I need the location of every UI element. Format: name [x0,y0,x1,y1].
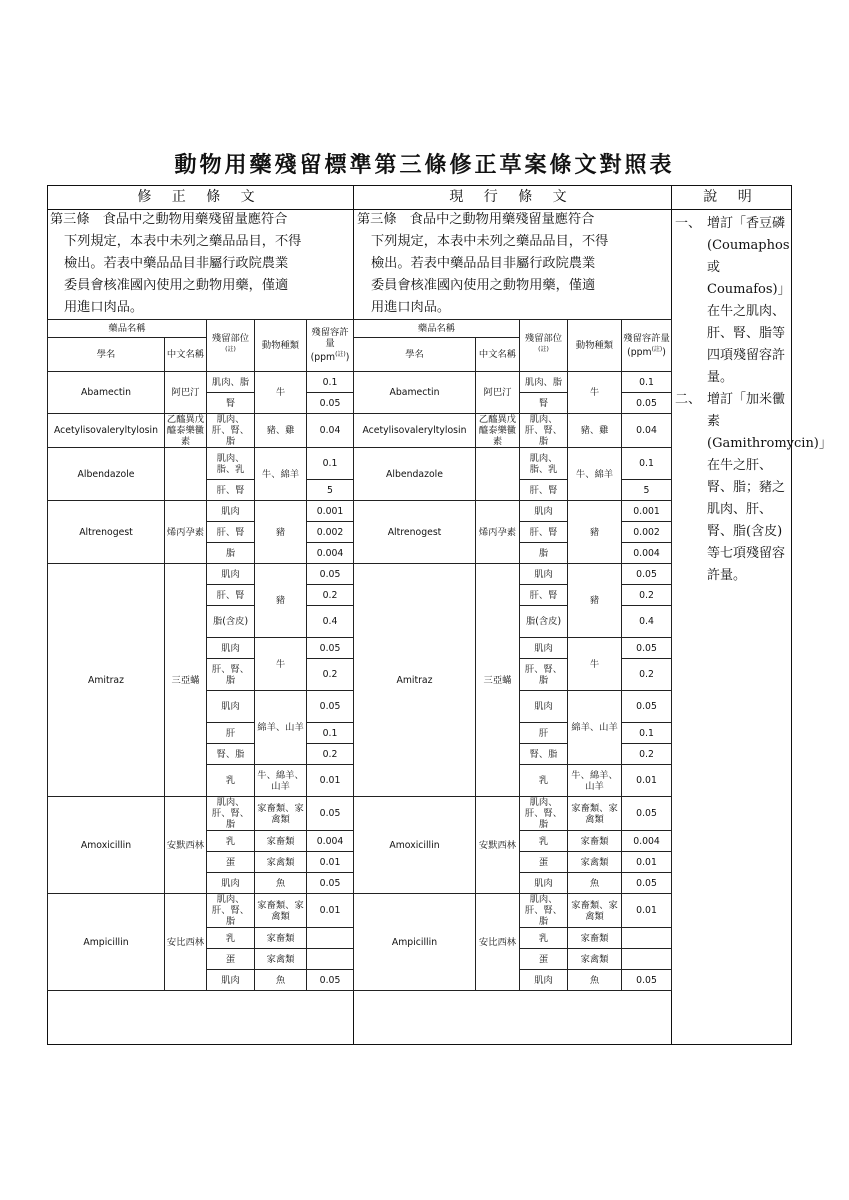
part-header [207,320,255,372]
residue-limit: 0.2 [307,659,354,691]
animal-type: 魚 [568,873,622,894]
residue-part: 肌肉 [520,638,568,659]
residue-part: 肌肉、脂 [207,372,255,393]
animal-type: 家禽類 [255,852,307,873]
residue-limit: 0.01 [307,765,354,797]
animal-type: 牛 [255,638,307,691]
drug-sci-name: Amoxicillin [354,797,476,894]
animal-type: 牛 [568,372,622,414]
animal-type: 豬 [568,564,622,638]
residue-limit [622,949,672,970]
residue-limit: 0.001 [622,501,672,522]
drug-cn-name [476,448,520,501]
residue-limit: 0.2 [622,744,672,765]
revised-article [50,209,352,319]
animal-type: 家禽類 [568,949,622,970]
animal-header: 動物種類 [568,320,622,372]
residue-limit: 5 [307,480,354,501]
drug-sci-name: Albendazole [354,448,476,501]
residue-part: 脂 [207,543,255,564]
residue-limit: 0.2 [307,585,354,606]
residue-limit [307,949,354,970]
residue-limit: 5 [622,480,672,501]
sci-name-header: 學名 [48,338,165,372]
residue-limit: 0.05 [622,564,672,585]
residue-part: 腎 [520,393,568,414]
residue-limit: 0.05 [307,393,354,414]
drug-cn-name: 阿巴汀 [165,372,207,414]
animal-type: 家畜類、家禽類 [568,797,622,831]
article-line: 下列規定，本表中未列之藥品品目，不得 [371,234,609,249]
animal-type: 牛、綿羊 [568,448,622,501]
residue-part: 肌肉 [520,970,568,991]
drug-sci-name: Ampicillin [354,894,476,991]
residue-part: 乳 [207,831,255,852]
table-row [354,372,672,393]
animal-type: 魚 [568,970,622,991]
article-line: 委員會核准國內使用之動物用藥，僅適 [371,278,596,293]
residue-part: 肝、腎 [207,480,255,501]
residue-limit: 0.01 [307,894,354,928]
table-row [48,894,354,928]
cn-name-header: 中文名稱 [165,338,207,372]
animal-type: 家畜類 [255,928,307,949]
animal-type: 家畜類、家禽類 [255,894,307,928]
limit-unit: (ppm [627,347,652,359]
table-row [354,501,672,522]
residue-limit: 0.01 [622,894,672,928]
explanation-header: 說 明 [671,185,792,210]
table-row [354,797,672,831]
animal-type: 家禽類 [568,852,622,873]
limit-unit-close: ) [662,347,666,359]
drug-cn-name: 烯丙孕素 [476,501,520,564]
animal-type: 魚 [255,873,307,894]
residue-limit: 0.05 [622,873,672,894]
table-row [354,448,672,480]
note-item [675,389,832,587]
article-line: 檢出。若表中藥品品目非屬行政院農業 [64,256,289,271]
residue-limit: 0.05 [622,691,672,723]
residue-part: 肌肉、肝、腎、脂 [520,414,568,448]
residue-limit: 0.01 [307,852,354,873]
limit-unit-note: (註) [335,351,346,359]
animal-type: 家禽類 [255,949,307,970]
sci-name-header: 學名 [354,338,476,372]
table-header-row [354,320,672,338]
note-item [675,213,790,389]
residue-limit [307,928,354,949]
limit-header-text: 殘留容許量 [311,327,349,350]
residue-part: 肝、腎 [207,522,255,543]
residue-part: 肌肉、脂、乳 [520,448,568,480]
residue-part: 肝 [207,723,255,744]
table-row [48,797,354,831]
residue-limit: 0.004 [307,543,354,564]
residue-limit: 0.05 [622,393,672,414]
table-row [48,448,354,480]
article-line: 用進口肉品。 [371,300,451,315]
residue-part: 脂(含皮) [207,606,255,638]
residue-part: 肌肉、肝、腎、脂 [207,894,255,928]
residue-part: 肌肉、肝、腎、脂 [520,894,568,928]
residue-part: 肌肉、脂、乳 [207,448,255,480]
residue-part: 肝、腎 [520,480,568,501]
drug-cn-name: 安比西林 [476,894,520,991]
residue-part: 肝、腎、脂 [520,659,568,691]
residue-part: 腎、脂 [207,744,255,765]
drug-cn-name: 安默西林 [476,797,520,894]
animal-type: 豬 [255,501,307,564]
residue-part: 肌肉 [207,970,255,991]
current-residue-table [353,319,672,991]
residue-part: 肌肉 [520,564,568,585]
article-line: 用進口肉品。 [64,300,144,315]
animal-type: 豬 [255,564,307,638]
drug-cn-name: 乙醯異戊醯泰樂黴素 [165,414,207,448]
table-row [48,414,354,448]
residue-limit: 0.1 [622,723,672,744]
residue-limit: 0.1 [307,723,354,744]
animal-type: 牛 [255,372,307,414]
residue-limit: 0.05 [622,638,672,659]
part-header-note: (註) [225,345,236,353]
article-first-line: 第三條 食品中之動物用藥殘留量應符合 [50,212,288,227]
drug-sci-name: Ampicillin [48,894,165,991]
revised-header: 修 正 條 文 [47,185,353,210]
residue-limit: 0.05 [307,691,354,723]
drug-cn-name: 三亞蟎 [476,564,520,797]
drug-cn-name [165,448,207,501]
residue-part: 肌肉、肝、腎、脂 [520,797,568,831]
residue-part: 腎、脂 [520,744,568,765]
residue-part: 乳 [520,765,568,797]
drug-sci-name: Altrenogest [48,501,165,564]
drug-name-header: 藥品名稱 [354,320,520,338]
residue-limit: 0.2 [622,659,672,691]
residue-limit: 0.1 [307,372,354,393]
part-header [520,320,568,372]
limit-header [622,320,672,372]
residue-part: 肝 [520,723,568,744]
current-header: 現 行 條 文 [353,185,671,210]
residue-limit: 0.04 [622,414,672,448]
drug-sci-name: Abamectin [48,372,165,414]
explanation-notes [675,213,832,587]
residue-part: 肌肉 [207,691,255,723]
drug-sci-name: Amitraz [48,564,165,797]
drug-sci-name: Amoxicillin [48,797,165,894]
residue-part: 肝、腎、脂 [207,659,255,691]
residue-part: 脂(含皮) [520,606,568,638]
note-number: 一、 [675,216,702,231]
animal-type: 家畜類、家禽類 [568,894,622,928]
part-header-note: (註) [538,345,549,353]
residue-part: 肌肉 [207,501,255,522]
residue-part: 肌肉 [520,501,568,522]
residue-part: 肌肉 [207,638,255,659]
residue-part: 肌肉 [207,564,255,585]
residue-limit [622,928,672,949]
animal-type: 豬 [568,501,622,564]
residue-part: 肌肉、脂 [520,372,568,393]
residue-limit: 0.04 [307,414,354,448]
residue-limit: 0.004 [307,831,354,852]
residue-limit: 0.001 [307,501,354,522]
residue-limit: 0.002 [307,522,354,543]
drug-name-header: 藥品名稱 [48,320,207,338]
drug-cn-name: 三亞蟎 [165,564,207,797]
residue-part: 蛋 [520,949,568,970]
part-header-text: 殘留部位 [524,332,563,344]
drug-sci-name: Albendazole [48,448,165,501]
residue-limit: 0.002 [622,522,672,543]
drug-cn-name: 乙醯異戊醯泰樂黴素 [476,414,520,448]
table-row [48,372,354,393]
table-row [354,414,672,448]
residue-part: 乳 [520,928,568,949]
drug-sci-name: Acetylisovaleryltylosin [354,414,476,448]
current-article [357,209,669,319]
limit-header [307,320,354,372]
drug-sci-name: Abamectin [354,372,476,414]
table-row [354,894,672,928]
article-first-line: 第三條 食品中之動物用藥殘留量應符合 [357,212,595,227]
residue-limit: 0.05 [622,797,672,831]
residue-limit: 0.4 [307,606,354,638]
page-title: 動物用藥殘留標準第三條修正草案條文對照表 [174,152,675,178]
residue-limit: 0.1 [307,448,354,480]
residue-limit: 0.05 [307,873,354,894]
residue-part: 肌肉 [207,873,255,894]
table-row [48,501,354,522]
limit-header-text: 殘留容許量 [623,332,670,344]
article-line: 委員會核准國內使用之動物用藥，僅適 [64,278,289,293]
residue-part: 肌肉 [520,691,568,723]
residue-part: 乳 [207,928,255,949]
drug-cn-name: 阿巴汀 [476,372,520,414]
animal-type: 家畜類 [568,831,622,852]
animal-type: 家畜類 [255,831,307,852]
table-header-row [48,320,354,338]
limit-unit-close: ) [345,352,350,364]
residue-part: 肝、腎 [520,585,568,606]
drug-sci-name: Altrenogest [354,501,476,564]
residue-limit: 0.05 [622,970,672,991]
drug-sci-name: Amitraz [354,564,476,797]
revised-residue-table [47,319,354,991]
residue-part: 肌肉、肝、腎、脂 [207,414,255,448]
animal-type: 牛 [568,638,622,691]
drug-cn-name: 安比西林 [165,894,207,991]
drug-sci-name: Acetylisovaleryltylosin [48,414,165,448]
residue-part: 肝、腎 [207,585,255,606]
part-header-text: 殘留部位 [211,332,250,344]
residue-part: 肌肉、肝、腎、脂 [207,797,255,831]
animal-type: 綿羊、山羊 [255,691,307,765]
animal-type: 豬、雞 [255,414,307,448]
cn-name-header: 中文名稱 [476,338,520,372]
animal-type: 牛、綿羊 [255,448,307,501]
residue-limit: 0.01 [622,765,672,797]
comparison-table [47,185,832,1045]
residue-limit: 0.05 [307,564,354,585]
animal-type: 豬、雞 [568,414,622,448]
drug-cn-name: 安默西林 [165,797,207,894]
residue-part: 乳 [520,831,568,852]
residue-part: 脂 [520,543,568,564]
residue-part: 蛋 [207,949,255,970]
residue-limit: 0.05 [307,797,354,831]
residue-limit: 0.01 [622,852,672,873]
residue-limit: 0.1 [622,372,672,393]
residue-limit: 0.2 [307,744,354,765]
residue-limit: 0.4 [622,606,672,638]
residue-limit: 0.004 [622,831,672,852]
article-line: 下列規定，本表中未列之藥品品目，不得 [64,234,302,249]
note-number: 二、 [675,392,702,407]
note-text: 增訂「香豆磷(Coumaphos或Coumafos)」在牛之肌肉、肝、腎、脂等四項殘留容許量。 [707,216,790,385]
animal-type: 魚 [255,970,307,991]
animal-type: 家畜類 [568,928,622,949]
article-line: 檢出。若表中藥品品目非屬行政院農業 [371,256,596,271]
residue-part: 乳 [207,765,255,797]
limit-unit-note: (註) [651,345,663,353]
note-text: 增訂「加米黴素(Gamithromycin)」在牛之肝、腎、脂；豬之肌肉、肝、腎、脂(含皮)等七項殘留容許量。 [707,392,832,583]
drug-cn-name: 烯丙孕素 [165,501,207,564]
limit-unit: (ppm [310,352,336,364]
residue-limit: 0.05 [307,970,354,991]
residue-limit: 0.1 [622,448,672,480]
residue-part: 肌肉 [520,873,568,894]
animal-header: 動物種類 [255,320,307,372]
animal-type: 家畜類、家禽類 [255,797,307,831]
residue-part: 肝、腎 [520,522,568,543]
residue-part: 蛋 [207,852,255,873]
table-row [354,564,672,585]
animal-type: 牛、綿羊、山羊 [255,765,307,797]
residue-part: 蛋 [520,852,568,873]
residue-limit: 0.2 [622,585,672,606]
animal-type: 牛、綿羊、山羊 [568,765,622,797]
residue-limit: 0.004 [622,543,672,564]
residue-limit: 0.05 [307,638,354,659]
animal-type: 綿羊、山羊 [568,691,622,765]
table-row [48,564,354,585]
residue-part: 腎 [207,393,255,414]
